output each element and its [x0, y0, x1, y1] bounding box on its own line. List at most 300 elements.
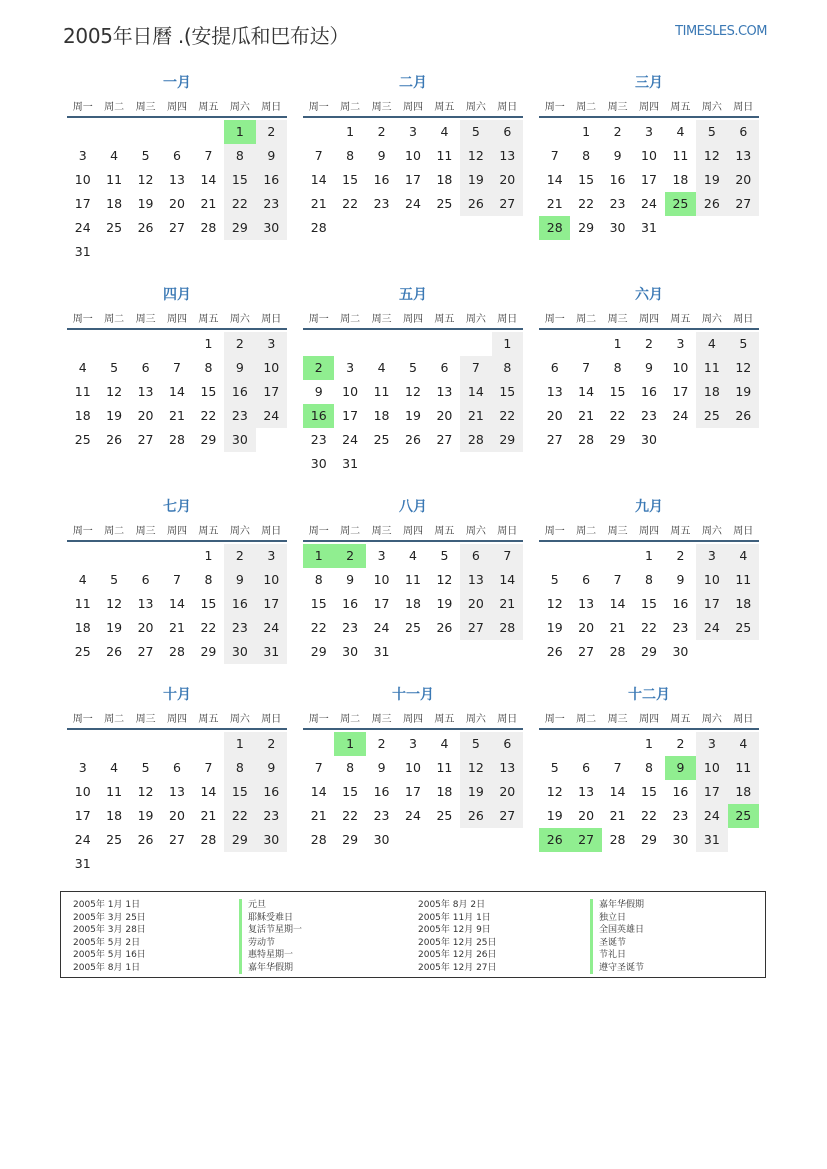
day-cell: 11	[728, 568, 759, 592]
day-cell: 29	[224, 828, 255, 852]
day-cell: 31	[696, 828, 727, 852]
day-cell: 24	[373, 620, 390, 635]
day-cell: 2	[224, 544, 255, 568]
day-cell: 15	[492, 380, 523, 404]
day-cell: 21	[460, 404, 491, 428]
weekday-header	[67, 706, 287, 730]
day-cell: 21	[169, 408, 185, 423]
day-cell: 11	[728, 756, 759, 780]
day-cell: 15	[224, 168, 255, 192]
month-name: 八月	[399, 499, 427, 515]
day-cell: 6	[460, 544, 491, 568]
day-cell: 7	[613, 760, 622, 775]
weekday-label: 周日	[733, 526, 754, 537]
weekday-label: 周二	[104, 526, 125, 537]
legend-left-dates	[73, 899, 146, 974]
weekday-label: 周一	[544, 314, 565, 325]
day-cell: 25	[436, 808, 453, 823]
day-cell: 18	[436, 784, 453, 799]
day-cell: 18	[373, 408, 390, 423]
day-cell: 3	[256, 544, 287, 568]
day-cell: 14	[310, 784, 327, 799]
day-cell: 8	[582, 148, 591, 163]
legend-entry: 劳动节	[239, 937, 302, 950]
day-cell: 15	[578, 172, 595, 187]
day-cell: 2	[377, 124, 386, 139]
day-cell: 8	[204, 360, 213, 375]
day-cell: 9	[346, 572, 355, 587]
day-cell: 29	[310, 644, 327, 659]
day-cell: 8	[204, 572, 213, 587]
day-cell: 28	[169, 644, 185, 659]
day-cell: 3	[676, 336, 685, 351]
weekday-label: 周五	[434, 314, 455, 325]
legend-entry: 嘉年华假期	[239, 962, 302, 975]
day-cell: 7	[582, 360, 591, 375]
weekday-label: 周二	[340, 714, 361, 725]
weekday-header	[539, 306, 759, 330]
day-cell: 13	[137, 384, 154, 399]
day-cell: 6	[550, 360, 559, 375]
day-cell: 17	[672, 384, 689, 399]
day-cell: 9	[314, 384, 323, 399]
day-cell: 22	[224, 804, 255, 828]
weekday-label: 周一	[308, 714, 329, 725]
day-cell: 4	[78, 360, 87, 375]
weekday-label: 周一	[72, 714, 93, 725]
day-cell: 7	[314, 760, 323, 775]
day-cell: 7	[613, 572, 622, 587]
day-cell: 29	[200, 432, 217, 447]
day-cell: 7	[492, 544, 523, 568]
weekday-label: 周三	[371, 526, 392, 537]
month-block	[303, 72, 523, 235]
day-cell: 5	[728, 332, 759, 356]
legend-entry: 2005年 12月 26日	[418, 950, 497, 960]
day-cell: 6	[582, 760, 591, 775]
weekday-header	[303, 706, 523, 730]
day-cell: 21	[310, 196, 327, 211]
day-cell: 5	[110, 572, 119, 587]
day-cell: 23	[224, 404, 255, 428]
weekday-label: 周四	[638, 314, 659, 325]
legend-entry: 2005年 1月 1日	[73, 900, 141, 910]
day-cell: 20	[460, 592, 491, 616]
day-cell: 10	[342, 384, 359, 399]
day-cell: 23	[609, 196, 626, 211]
weekday-label: 周五	[670, 714, 691, 725]
weekday-label: 周二	[576, 102, 597, 113]
day-cell: 28	[200, 220, 217, 235]
weekday-label: 周三	[371, 102, 392, 113]
day-cell: 19	[460, 780, 491, 804]
day-cell: 14	[200, 172, 217, 187]
weekday-label: 周日	[261, 526, 282, 537]
weekday-label: 周一	[544, 102, 565, 113]
holiday-cell: 1	[303, 544, 334, 568]
day-cell: 30	[224, 428, 255, 452]
weekday-label: 周三	[135, 714, 156, 725]
day-cell: 28	[310, 220, 327, 235]
weekday-label: 周日	[261, 714, 282, 725]
day-cell: 3	[696, 544, 727, 568]
month-name: 六月	[635, 287, 663, 303]
holiday-legend	[60, 891, 766, 978]
day-cell: 15	[200, 384, 217, 399]
day-cell: 19	[137, 808, 154, 823]
day-cell: 11	[436, 760, 453, 775]
day-cell: 14	[546, 172, 563, 187]
holiday-cell: 27	[570, 828, 601, 852]
weekday-label: 周六	[229, 314, 250, 325]
day-cell: 7	[314, 148, 323, 163]
day-cell: 16	[641, 384, 657, 399]
day-cell: 26	[460, 192, 491, 216]
day-cell: 23	[224, 616, 255, 640]
day-cell: 31	[373, 644, 390, 659]
weekday-label: 周四	[638, 526, 659, 537]
day-cell: 16	[256, 780, 287, 804]
legend-entry: 嘉年华假期	[590, 899, 644, 912]
day-cell: 25	[728, 616, 759, 640]
day-cell: 24	[696, 616, 727, 640]
day-cell: 6	[173, 760, 181, 775]
day-cell: 17	[74, 808, 91, 823]
day-cell: 6	[582, 572, 591, 587]
day-cell: 20	[546, 408, 563, 423]
day-cell: 4	[440, 124, 449, 139]
day-cell: 4	[696, 332, 727, 356]
day-cell: 28	[169, 432, 185, 447]
day-cell: 26	[460, 804, 491, 828]
day-cell: 20	[492, 168, 523, 192]
day-cell: 14	[460, 380, 491, 404]
day-cell: 4	[440, 736, 449, 751]
weekday-label: 周四	[638, 102, 659, 113]
day-cell: 17	[256, 380, 287, 404]
month-block	[67, 284, 287, 447]
holiday-cell: 2	[303, 356, 334, 380]
weekday-label: 周日	[261, 314, 282, 325]
day-cell: 9	[224, 356, 255, 380]
day-cell: 21	[200, 196, 217, 211]
day-cell: 9	[256, 144, 287, 168]
day-cell: 12	[405, 384, 421, 399]
day-cell: 29	[609, 432, 626, 447]
legend-entry: 2005年 8月 2日	[418, 900, 486, 910]
weekday-label: 周四	[402, 314, 423, 325]
day-cell: 6	[492, 120, 523, 144]
holiday-cell: 26	[539, 828, 570, 852]
day-cell: 23	[373, 196, 390, 211]
day-cell: 15	[641, 784, 657, 799]
day-cell: 1	[346, 124, 355, 139]
day-cell: 19	[106, 620, 123, 635]
month-block	[67, 684, 287, 871]
legend-right-dates	[418, 899, 497, 974]
day-cell: 7	[173, 572, 181, 587]
month-block	[303, 684, 523, 847]
day-cell: 10	[74, 784, 91, 799]
day-cell: 4	[110, 760, 119, 775]
day-cell: 26	[137, 832, 154, 847]
day-cell: 22	[200, 620, 217, 635]
legend-entry: 全国英雄日	[590, 924, 644, 937]
holiday-cell: 1	[334, 732, 365, 756]
month-block	[67, 496, 287, 659]
day-cell: 1	[645, 548, 653, 563]
day-cell: 5	[550, 572, 559, 587]
day-cell: 29	[224, 216, 255, 240]
day-cell: 13	[546, 384, 563, 399]
day-cell: 7	[204, 148, 213, 163]
day-cell: 14	[200, 784, 217, 799]
day-cell: 7	[204, 760, 213, 775]
day-cell: 30	[224, 640, 255, 664]
day-cell: 2	[377, 736, 386, 751]
month-block	[303, 284, 523, 471]
day-cell: 22	[310, 620, 327, 635]
day-cell: 27	[728, 192, 759, 216]
weekday-label: 周一	[308, 314, 329, 325]
weekday-label: 周一	[72, 526, 93, 537]
day-cell: 10	[696, 756, 727, 780]
calendar-grid	[67, 72, 767, 882]
legend-entry: 2005年 5月 2日	[73, 937, 141, 948]
weekday-header	[303, 518, 523, 542]
weekday-label: 周五	[434, 714, 455, 725]
month-name: 五月	[399, 287, 427, 303]
day-cell: 5	[440, 548, 449, 563]
legend-left-names	[239, 899, 302, 974]
weekday-label: 周六	[465, 314, 486, 325]
day-cell: 30	[641, 432, 657, 447]
day-cell: 23	[256, 192, 287, 216]
weekday-label: 周二	[340, 526, 361, 537]
day-cell: 18	[74, 620, 91, 635]
day-cell: 15	[609, 384, 626, 399]
day-cell: 27	[436, 432, 453, 447]
day-cell: 13	[492, 756, 523, 780]
weekday-label: 周二	[340, 102, 361, 113]
day-cell: 18	[728, 592, 759, 616]
day-cell: 30	[256, 828, 287, 852]
day-cell: 13	[578, 784, 595, 799]
day-cell: 30	[373, 832, 390, 847]
weekday-label: 周三	[135, 314, 156, 325]
day-cell: 21	[609, 620, 626, 635]
day-cell: 13	[137, 596, 154, 611]
day-cell: 11	[405, 572, 421, 587]
legend-entry: 圣诞节	[590, 937, 644, 950]
weekday-label: 周六	[465, 526, 486, 537]
day-cell: 19	[728, 380, 759, 404]
legend-entry: 独立日	[590, 912, 644, 925]
day-cell: 5	[141, 760, 150, 775]
day-cell: 16	[672, 596, 689, 611]
month-name: 二月	[399, 75, 427, 91]
day-cell: 3	[645, 124, 653, 139]
weekday-label: 周六	[701, 102, 722, 113]
day-cell: 31	[74, 856, 91, 871]
day-cell: 15	[641, 596, 657, 611]
day-cell: 7	[550, 148, 559, 163]
day-cell: 12	[106, 596, 123, 611]
day-cell: 27	[492, 804, 523, 828]
legend-entry: 元旦	[239, 899, 302, 912]
day-cell: 17	[641, 172, 657, 187]
day-cell: 29	[342, 832, 359, 847]
day-cell: 28	[200, 832, 217, 847]
day-cell: 30	[310, 456, 327, 471]
day-cell: 7	[460, 356, 491, 380]
day-cell: 10	[672, 360, 689, 375]
weekday-label: 周一	[308, 102, 329, 113]
weekday-label: 周四	[166, 526, 187, 537]
day-cell: 23	[672, 808, 689, 823]
day-cell: 8	[645, 572, 653, 587]
day-cell: 31	[256, 640, 287, 664]
legend-entry: 2005年 12月 27日	[418, 962, 497, 973]
day-cell: 21	[200, 808, 217, 823]
day-cell: 13	[460, 568, 491, 592]
weekday-label: 周一	[72, 314, 93, 325]
weekday-label: 周五	[198, 714, 219, 725]
legend-entry: 遵守圣诞节	[590, 962, 644, 975]
weekday-label: 周二	[104, 314, 125, 325]
weekday-label: 周日	[261, 102, 282, 113]
day-cell: 12	[546, 596, 563, 611]
weekday-label: 周六	[229, 102, 250, 113]
month-block	[539, 496, 759, 659]
day-cell: 12	[137, 784, 154, 799]
day-cell: 5	[409, 360, 417, 375]
day-cell: 10	[405, 760, 421, 775]
day-cell: 16	[224, 592, 255, 616]
day-cell: 12	[460, 756, 491, 780]
day-cell: 22	[342, 808, 359, 823]
day-cell: 24	[641, 196, 657, 211]
day-cell: 20	[137, 408, 154, 423]
day-cell: 4	[377, 360, 386, 375]
day-cell: 19	[546, 808, 563, 823]
day-cell: 25	[106, 220, 123, 235]
day-cell: 23	[342, 620, 359, 635]
day-cell: 25	[405, 620, 421, 635]
weekday-label: 周三	[135, 102, 156, 113]
day-cell: 26	[405, 432, 421, 447]
weekday-label: 周五	[198, 526, 219, 537]
day-cell: 1	[204, 336, 213, 351]
day-cell: 25	[106, 832, 123, 847]
weekday-label: 周日	[733, 714, 754, 725]
weekday-label: 周四	[402, 526, 423, 537]
weekday-label: 周四	[638, 714, 659, 725]
weekday-label: 周日	[497, 714, 518, 725]
day-cell: 13	[492, 144, 523, 168]
day-cell: 2	[676, 736, 685, 751]
day-cell: 9	[377, 148, 386, 163]
day-cell: 1	[582, 124, 591, 139]
legend-entry: 复活节星期一	[239, 924, 302, 937]
day-cell: 15	[224, 780, 255, 804]
day-cell: 22	[224, 192, 255, 216]
day-cell: 20	[492, 780, 523, 804]
day-cell: 8	[492, 356, 523, 380]
day-cell: 6	[440, 360, 449, 375]
holiday-cell: 25	[665, 192, 696, 216]
weekday-label: 周六	[465, 714, 486, 725]
day-cell: 24	[696, 804, 727, 828]
day-cell: 13	[169, 172, 185, 187]
day-cell: 14	[578, 384, 595, 399]
day-cell: 10	[405, 148, 421, 163]
holiday-cell: 9	[665, 756, 696, 780]
weekday-label: 周日	[733, 102, 754, 113]
day-cell: 8	[224, 756, 255, 780]
day-cell: 29	[200, 644, 217, 659]
day-cell: 2	[645, 336, 653, 351]
legend-entry: 2005年 5月 16日	[73, 950, 146, 960]
day-cell: 9	[613, 148, 622, 163]
weekday-label: 周一	[544, 714, 565, 725]
day-cell: 28	[609, 644, 626, 659]
weekday-label: 周五	[670, 102, 691, 113]
weekday-header	[539, 706, 759, 730]
day-cell: 19	[106, 408, 123, 423]
day-cell: 9	[256, 756, 287, 780]
day-cell: 24	[74, 832, 91, 847]
day-cell: 20	[169, 196, 185, 211]
page-title: 2005年日曆 .(安提瓜和巴布达）	[63, 24, 350, 48]
day-cell: 19	[460, 168, 491, 192]
day-cell: 11	[696, 356, 727, 380]
weekday-header	[303, 94, 523, 118]
weekday-label: 周一	[308, 526, 329, 537]
site-link[interactable]: TIMESLES.COM	[675, 24, 767, 39]
weekday-label: 周一	[544, 526, 565, 537]
day-cell: 16	[373, 172, 390, 187]
day-cell: 20	[728, 168, 759, 192]
day-cell: 1	[613, 336, 622, 351]
day-cell: 15	[342, 172, 359, 187]
weekday-label: 周二	[576, 314, 597, 325]
legend-entry: 节礼日	[590, 949, 644, 962]
day-cell: 27	[460, 616, 491, 640]
weekday-label: 周五	[434, 102, 455, 113]
weekday-header	[539, 518, 759, 542]
day-cell: 19	[405, 408, 421, 423]
day-cell: 22	[578, 196, 595, 211]
weekday-label: 周二	[576, 526, 597, 537]
day-cell: 8	[314, 572, 323, 587]
day-cell: 27	[169, 832, 185, 847]
day-cell: 3	[256, 332, 287, 356]
month-name: 七月	[163, 499, 191, 515]
legend-right-names	[590, 899, 644, 974]
day-cell: 1	[224, 732, 255, 756]
day-cell: 30	[256, 216, 287, 240]
day-cell: 31	[342, 456, 359, 471]
weekday-label: 周六	[229, 526, 250, 537]
month-name: 十一月	[392, 687, 434, 703]
day-cell: 11	[436, 148, 453, 163]
weekday-header	[67, 306, 287, 330]
day-cell: 8	[346, 760, 355, 775]
weekday-label: 周三	[371, 714, 392, 725]
day-cell: 19	[696, 168, 727, 192]
weekday-label: 周三	[607, 526, 628, 537]
